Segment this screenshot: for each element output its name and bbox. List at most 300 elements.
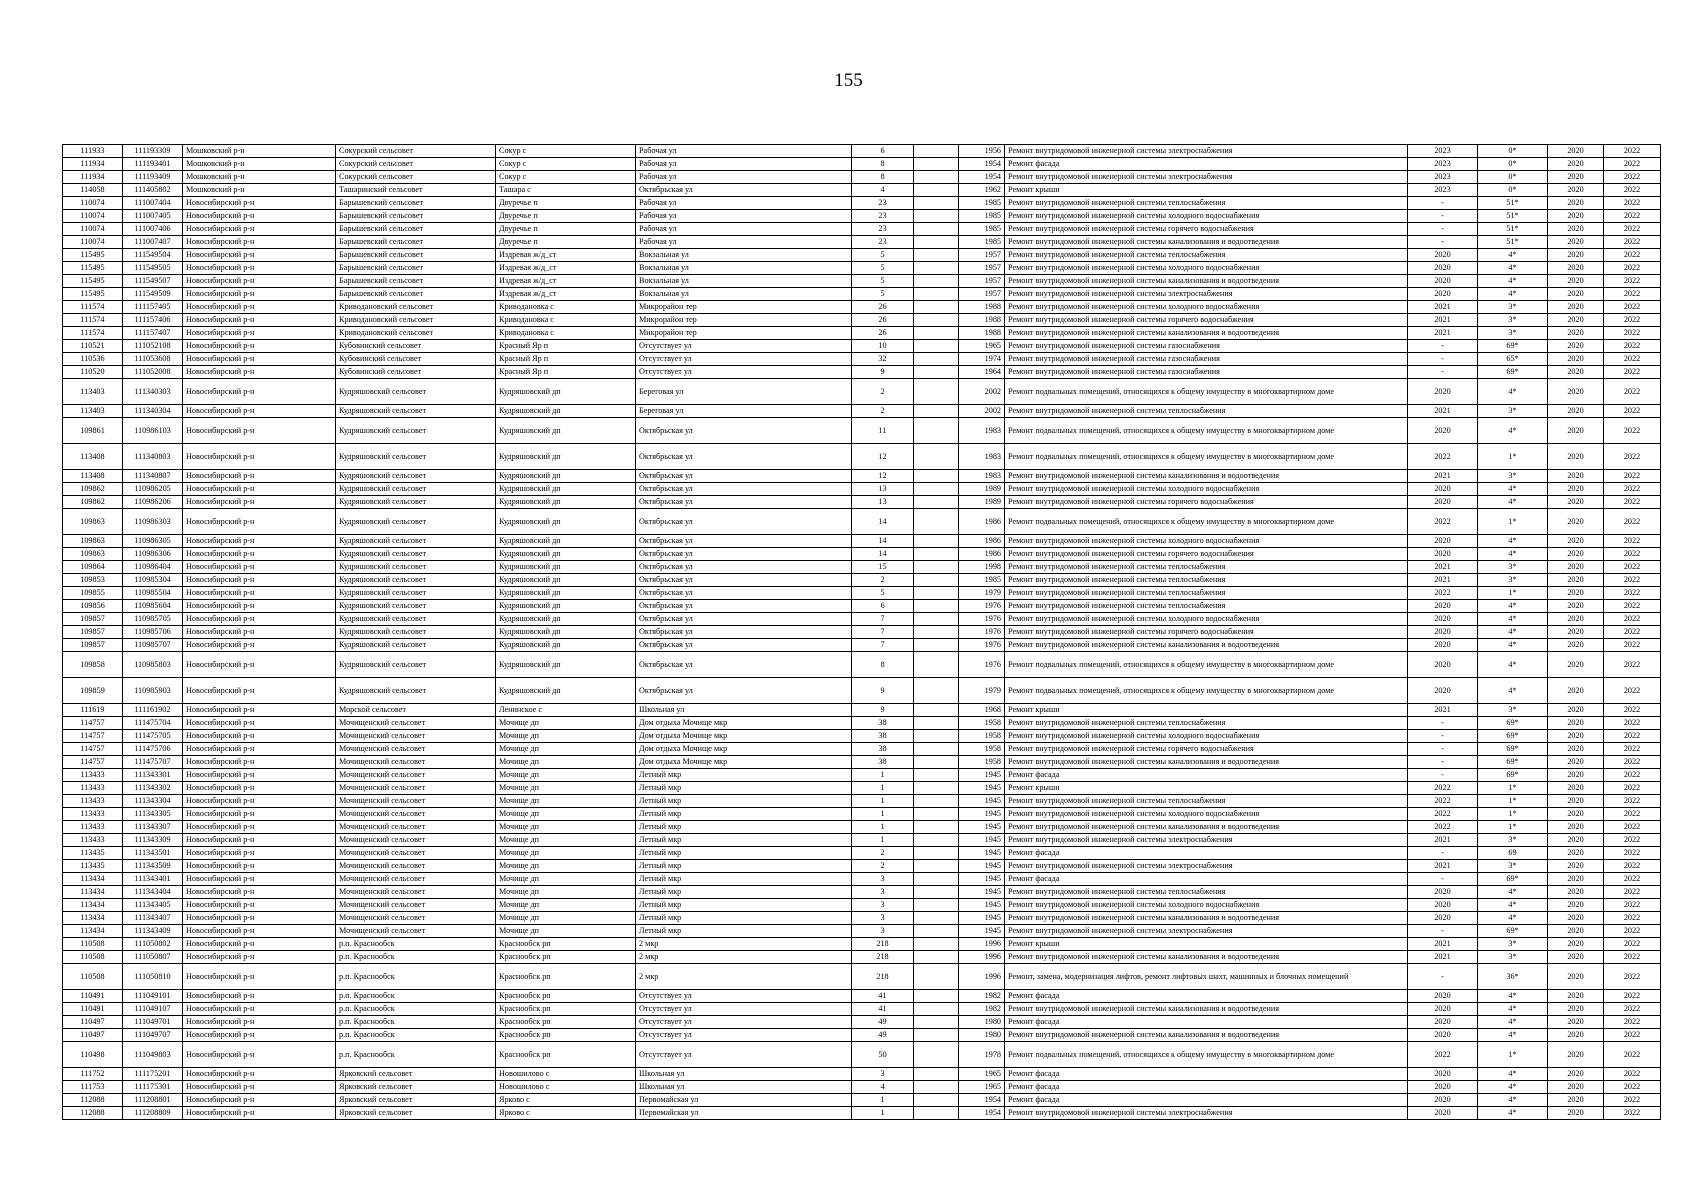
cell-year-built: 1985	[959, 574, 1005, 587]
cell-percent: 69*	[1478, 366, 1548, 379]
cell-district: Новосибирский р-н	[183, 912, 336, 925]
cell-locality: Краснообск рп	[496, 964, 636, 990]
cell-settlement: Кудряшовский сельсовет	[336, 470, 496, 483]
cell-locality: Мочище дп	[496, 769, 636, 782]
cell-period-end: 2022	[1604, 717, 1661, 730]
cell-building	[914, 860, 959, 873]
cell-percent: 51*	[1478, 197, 1548, 210]
cell-percent: 0*	[1478, 184, 1548, 197]
cell-house-id: 115495	[63, 249, 123, 262]
cell-period-start: 2020	[1548, 743, 1604, 756]
cell-house-id: 113434	[63, 886, 123, 899]
cell-work-type: Ремонт фасада	[1005, 1094, 1408, 1107]
cell-percent: 69*	[1478, 756, 1548, 769]
table-row	[63, 366, 1661, 379]
cell-work-type: Ремонт подвальных помещений, относящихся к общему имуществу в многоквартирном доме	[1005, 652, 1408, 678]
cell-street: Микрорайон тер	[636, 327, 852, 340]
cell-district: Мошковский р-н	[183, 171, 336, 184]
cell-building	[914, 197, 959, 210]
cell-work-id: 110985903	[123, 678, 183, 704]
cell-year-built: 1976	[959, 652, 1005, 678]
cell-district: Новосибирский р-н	[183, 678, 336, 704]
cell-settlement: Сокурский сельсовет	[336, 145, 496, 158]
cell-work-id: 110985803	[123, 652, 183, 678]
cell-planned-year: 2020	[1408, 652, 1478, 678]
cell-percent: 4*	[1478, 1107, 1548, 1120]
cell-period-start: 2020	[1548, 951, 1604, 964]
cell-planned-year: 2021	[1408, 951, 1478, 964]
cell-work-type: Ремонт, замена, модернизация лифтов, ремонт лифтовых шахт, машинных и блочных помещений	[1005, 964, 1408, 990]
cell-locality: Ташара с	[496, 184, 636, 197]
cell-locality: Мочище дп	[496, 912, 636, 925]
cell-district: Новосибирский р-н	[183, 730, 336, 743]
cell-percent: 4*	[1478, 288, 1548, 301]
cell-percent: 1*	[1478, 821, 1548, 834]
cell-work-id: 111175301	[123, 1081, 183, 1094]
cell-year-built: 1983	[959, 470, 1005, 483]
cell-street: Октябрьская ул	[636, 574, 852, 587]
cell-period-start: 2020	[1548, 938, 1604, 951]
cell-building	[914, 652, 959, 678]
cell-year-built: 1954	[959, 171, 1005, 184]
cell-district: Новосибирский р-н	[183, 496, 336, 509]
cell-building	[914, 964, 959, 990]
cell-building	[914, 587, 959, 600]
cell-percent: 4*	[1478, 496, 1548, 509]
cell-house-id: 110491	[63, 990, 123, 1003]
cell-percent: 69*	[1478, 769, 1548, 782]
cell-street: Летный мкр	[636, 847, 852, 860]
cell-period-end: 2022	[1604, 171, 1661, 184]
cell-settlement: Кудряшовский сельсовет	[336, 535, 496, 548]
cell-planned-year: -	[1408, 769, 1478, 782]
cell-planned-year: 2020	[1408, 886, 1478, 899]
cell-period-end: 2022	[1604, 964, 1661, 990]
cell-building	[914, 730, 959, 743]
cell-percent: 4*	[1478, 1003, 1548, 1016]
cell-district: Новосибирский р-н	[183, 717, 336, 730]
cell-district: Новосибирский р-н	[183, 834, 336, 847]
cell-planned-year: 2023	[1408, 184, 1478, 197]
cell-year-built: 1982	[959, 1003, 1005, 1016]
cell-district: Новосибирский р-н	[183, 249, 336, 262]
cell-house-id: 111752	[63, 1068, 123, 1081]
cell-district: Мошковский р-н	[183, 145, 336, 158]
cell-work-id: 111049803	[123, 1042, 183, 1068]
cell-district: Новосибирский р-н	[183, 236, 336, 249]
cell-house-number: 11	[852, 418, 914, 444]
cell-street: Летный мкр	[636, 782, 852, 795]
cell-period-start: 2020	[1548, 171, 1604, 184]
table-row	[63, 652, 1661, 678]
cell-house-id: 109857	[63, 626, 123, 639]
cell-house-id: 109855	[63, 587, 123, 600]
cell-house-number: 32	[852, 353, 914, 366]
cell-street: Береговая ул	[636, 405, 852, 418]
cell-work-type: Ремонт внутридомовой инженерной системы холодного водоснабжения	[1005, 210, 1408, 223]
cell-building	[914, 743, 959, 756]
cell-house-id: 109857	[63, 639, 123, 652]
page-number: 155	[834, 70, 863, 91]
cell-settlement: Морской сельсовет	[336, 704, 496, 717]
table-row	[63, 600, 1661, 613]
cell-locality: Красный Яр п	[496, 340, 636, 353]
cell-locality: Издревая ж/д_ст	[496, 262, 636, 275]
cell-period-end: 2022	[1604, 262, 1661, 275]
cell-work-type: Ремонт подвальных помещений, относящихся к общему имуществу в многоквартирном доме	[1005, 379, 1408, 405]
cell-house-number: 12	[852, 470, 914, 483]
cell-work-id: 111343301	[123, 769, 183, 782]
cell-settlement: Сокурский сельсовет	[336, 171, 496, 184]
cell-locality: Ярково с	[496, 1094, 636, 1107]
cell-building	[914, 600, 959, 613]
cell-house-id: 113403	[63, 405, 123, 418]
cell-period-end: 2022	[1604, 613, 1661, 626]
cell-period-start: 2020	[1548, 808, 1604, 821]
cell-street: Рабочая ул	[636, 210, 852, 223]
cell-locality: Мочище дп	[496, 808, 636, 821]
cell-period-start: 2020	[1548, 301, 1604, 314]
cell-work-id: 111475706	[123, 743, 183, 756]
cell-work-type: Ремонт внутридомовой инженерной системы канализования и водоотведения	[1005, 470, 1408, 483]
cell-street: Отсутствует ул	[636, 1016, 852, 1029]
cell-district: Новосибирский р-н	[183, 704, 336, 717]
cell-work-id: 111193401	[123, 158, 183, 171]
cell-locality: Сокур с	[496, 158, 636, 171]
cell-period-end: 2022	[1604, 418, 1661, 444]
cell-planned-year: 2020	[1408, 613, 1478, 626]
cell-percent: 3*	[1478, 301, 1548, 314]
cell-house-id: 110074	[63, 197, 123, 210]
cell-planned-year: -	[1408, 197, 1478, 210]
cell-work-type: Ремонт внутридомовой инженерной системы горячего водоснабжения	[1005, 314, 1408, 327]
cell-building	[914, 145, 959, 158]
cell-district: Новосибирский р-н	[183, 613, 336, 626]
cell-settlement: Ташаринский сельсовет	[336, 184, 496, 197]
cell-district: Новосибирский р-н	[183, 509, 336, 535]
table-row	[63, 483, 1661, 496]
cell-street: Вокзальная ул	[636, 249, 852, 262]
cell-building	[914, 184, 959, 197]
cell-period-end: 2022	[1604, 1042, 1661, 1068]
cell-work-type: Ремонт внутридомовой инженерной системы теплоснабжения	[1005, 405, 1408, 418]
table-row	[63, 808, 1661, 821]
cell-work-id: 111475705	[123, 730, 183, 743]
cell-period-start: 2020	[1548, 899, 1604, 912]
cell-street: Летный мкр	[636, 808, 852, 821]
cell-year-built: 1956	[959, 145, 1005, 158]
cell-settlement: Кудряшовский сельсовет	[336, 509, 496, 535]
cell-work-id: 111052008	[123, 366, 183, 379]
cell-work-id: 111053608	[123, 353, 183, 366]
cell-work-id: 111050807	[123, 951, 183, 964]
cell-district: Новосибирский р-н	[183, 301, 336, 314]
cell-building	[914, 327, 959, 340]
cell-house-number: 2	[852, 847, 914, 860]
cell-period-start: 2020	[1548, 535, 1604, 548]
cell-year-built: 1976	[959, 639, 1005, 652]
cell-period-start: 2020	[1548, 418, 1604, 444]
cell-street: Микрорайон тер	[636, 314, 852, 327]
cell-district: Новосибирский р-н	[183, 574, 336, 587]
cell-house-id: 110074	[63, 223, 123, 236]
cell-settlement: р.п. Краснообск	[336, 990, 496, 1003]
cell-planned-year: 2022	[1408, 509, 1478, 535]
cell-year-built: 1945	[959, 860, 1005, 873]
cell-period-end: 2022	[1604, 873, 1661, 886]
cell-period-end: 2022	[1604, 951, 1661, 964]
cell-house-number: 1	[852, 795, 914, 808]
cell-house-number: 2	[852, 574, 914, 587]
cell-house-id: 109859	[63, 678, 123, 704]
cell-district: Новосибирский р-н	[183, 756, 336, 769]
cell-work-id: 111050810	[123, 964, 183, 990]
table-row	[63, 509, 1661, 535]
cell-house-id: 110498	[63, 1042, 123, 1068]
cell-district: Новосибирский р-н	[183, 925, 336, 938]
cell-locality: Кудряшовский дп	[496, 652, 636, 678]
cell-percent: 3*	[1478, 327, 1548, 340]
table-row	[63, 795, 1661, 808]
cell-planned-year: 2020	[1408, 899, 1478, 912]
cell-house-number: 3	[852, 912, 914, 925]
cell-period-end: 2022	[1604, 769, 1661, 782]
cell-work-type: Ремонт фасада	[1005, 158, 1408, 171]
table-row	[63, 769, 1661, 782]
cell-house-number: 38	[852, 743, 914, 756]
cell-locality: Кудряшовский дп	[496, 418, 636, 444]
cell-street: Октябрьская ул	[636, 470, 852, 483]
cell-year-built: 1989	[959, 483, 1005, 496]
cell-period-end: 2022	[1604, 938, 1661, 951]
cell-planned-year: 2020	[1408, 275, 1478, 288]
cell-house-number: 7	[852, 613, 914, 626]
cell-building	[914, 418, 959, 444]
cell-settlement: Барышевский сельсовет	[336, 223, 496, 236]
cell-planned-year: 2020	[1408, 288, 1478, 301]
cell-house-id: 111574	[63, 327, 123, 340]
table-row	[63, 535, 1661, 548]
cell-building	[914, 340, 959, 353]
cell-percent: 3*	[1478, 314, 1548, 327]
cell-period-end: 2022	[1604, 834, 1661, 847]
cell-work-id: 111343409	[123, 925, 183, 938]
cell-planned-year: 2020	[1408, 639, 1478, 652]
cell-settlement: Мочищенский сельсовет	[336, 717, 496, 730]
cell-planned-year: 2021	[1408, 327, 1478, 340]
cell-period-start: 2020	[1548, 249, 1604, 262]
cell-settlement: Кудряшовский сельсовет	[336, 405, 496, 418]
cell-period-end: 2022	[1604, 1068, 1661, 1081]
cell-work-type: Ремонт внутридомовой инженерной системы теплоснабжения	[1005, 717, 1408, 730]
cell-period-end: 2022	[1604, 899, 1661, 912]
cell-house-number: 38	[852, 730, 914, 743]
cell-building	[914, 1068, 959, 1081]
cell-planned-year: 2020	[1408, 1003, 1478, 1016]
table-row	[63, 639, 1661, 652]
table-row	[63, 340, 1661, 353]
cell-period-end: 2022	[1604, 678, 1661, 704]
cell-house-number: 5	[852, 262, 914, 275]
cell-work-id: 111157407	[123, 327, 183, 340]
cell-building	[914, 847, 959, 860]
cell-period-end: 2022	[1604, 704, 1661, 717]
cell-percent: 51*	[1478, 236, 1548, 249]
cell-house-number: 4	[852, 184, 914, 197]
cell-district: Новосибирский р-н	[183, 561, 336, 574]
cell-settlement: Кудряшовский сельсовет	[336, 483, 496, 496]
cell-work-type: Ремонт подвальных помещений, относящихся к общему имуществу в многоквартирном доме	[1005, 1042, 1408, 1068]
cell-street: Октябрьская ул	[636, 613, 852, 626]
cell-street: Береговая ул	[636, 379, 852, 405]
cell-percent: 1*	[1478, 444, 1548, 470]
cell-locality: Краснообск рп	[496, 951, 636, 964]
cell-period-start: 2020	[1548, 1068, 1604, 1081]
cell-settlement: Кубовинский сельсовет	[336, 353, 496, 366]
cell-settlement: р.п. Краснообск	[336, 1042, 496, 1068]
cell-house-number: 14	[852, 548, 914, 561]
cell-settlement: Кудряшовский сельсовет	[336, 444, 496, 470]
cell-work-id: 111049101	[123, 990, 183, 1003]
cell-street: Рабочая ул	[636, 197, 852, 210]
cell-percent: 4*	[1478, 1016, 1548, 1029]
cell-house-number: 14	[852, 535, 914, 548]
cell-work-type: Ремонт внутридомовой инженерной системы электроснабжения	[1005, 171, 1408, 184]
cell-building	[914, 353, 959, 366]
cell-period-start: 2020	[1548, 782, 1604, 795]
cell-locality: Мочище дп	[496, 717, 636, 730]
cell-percent: 69	[1478, 847, 1548, 860]
cell-period-end: 2022	[1604, 340, 1661, 353]
cell-house-number: 9	[852, 704, 914, 717]
cell-work-id: 111343307	[123, 821, 183, 834]
cell-period-start: 2020	[1548, 860, 1604, 873]
cell-house-id: 110074	[63, 210, 123, 223]
cell-locality: Кудряшовский дп	[496, 470, 636, 483]
cell-planned-year: 2020	[1408, 496, 1478, 509]
table-row	[63, 158, 1661, 171]
cell-period-start: 2020	[1548, 847, 1604, 860]
cell-house-id: 111934	[63, 171, 123, 184]
cell-work-type: Ремонт внутридомовой инженерной системы теплоснабжения	[1005, 587, 1408, 600]
cell-district: Новосибирский р-н	[183, 639, 336, 652]
cell-house-id: 115495	[63, 288, 123, 301]
cell-settlement: Барышевский сельсовет	[336, 236, 496, 249]
cell-district: Новосибирский р-н	[183, 1068, 336, 1081]
cell-house-id: 110520	[63, 366, 123, 379]
cell-period-start: 2020	[1548, 548, 1604, 561]
cell-year-built: 1945	[959, 925, 1005, 938]
table-row	[63, 899, 1661, 912]
cell-house-number: 41	[852, 1003, 914, 1016]
cell-house-id: 113433	[63, 782, 123, 795]
cell-year-built: 1996	[959, 964, 1005, 990]
cell-period-end: 2022	[1604, 314, 1661, 327]
cell-year-built: 1957	[959, 249, 1005, 262]
table-row	[63, 314, 1661, 327]
cell-building	[914, 444, 959, 470]
cell-percent: 3*	[1478, 704, 1548, 717]
cell-work-id: 110986303	[123, 509, 183, 535]
cell-percent: 3*	[1478, 405, 1548, 418]
cell-settlement: Кубовинский сельсовет	[336, 340, 496, 353]
cell-house-number: 5	[852, 249, 914, 262]
table-row	[63, 587, 1661, 600]
cell-period-start: 2020	[1548, 223, 1604, 236]
cell-period-start: 2020	[1548, 470, 1604, 483]
cell-building	[914, 808, 959, 821]
cell-building	[914, 899, 959, 912]
cell-settlement: Кудряшовский сельсовет	[336, 496, 496, 509]
cell-street: Летный мкр	[636, 769, 852, 782]
cell-house-number: 49	[852, 1016, 914, 1029]
cell-building	[914, 509, 959, 535]
cell-street: Дом отдыха Мочище мкр	[636, 730, 852, 743]
cell-work-type: Ремонт подвальных помещений, относящихся к общему имуществу в многоквартирном доме	[1005, 509, 1408, 535]
cell-locality: Двуречье п	[496, 197, 636, 210]
cell-period-start: 2020	[1548, 626, 1604, 639]
cell-year-built: 2002	[959, 379, 1005, 405]
cell-period-end: 2022	[1604, 301, 1661, 314]
cell-house-id: 110497	[63, 1029, 123, 1042]
cell-district: Новосибирский р-н	[183, 210, 336, 223]
table-row	[63, 678, 1661, 704]
cell-building	[914, 262, 959, 275]
cell-work-id: 111549505	[123, 262, 183, 275]
cell-settlement: Барышевский сельсовет	[336, 249, 496, 262]
cell-year-built: 1958	[959, 730, 1005, 743]
cell-planned-year: 2022	[1408, 444, 1478, 470]
cell-percent: 4*	[1478, 678, 1548, 704]
cell-period-start: 2020	[1548, 795, 1604, 808]
cell-house-id: 109863	[63, 509, 123, 535]
cell-district: Новосибирский р-н	[183, 275, 336, 288]
cell-house-number: 8	[852, 158, 914, 171]
cell-planned-year: 2021	[1408, 860, 1478, 873]
cell-percent: 3*	[1478, 470, 1548, 483]
cell-year-built: 1980	[959, 1029, 1005, 1042]
cell-year-built: 1965	[959, 1081, 1005, 1094]
table-row	[63, 821, 1661, 834]
table-row	[63, 1003, 1661, 1016]
cell-year-built: 1974	[959, 353, 1005, 366]
cell-locality: Мочище дп	[496, 730, 636, 743]
cell-house-number: 10	[852, 340, 914, 353]
cell-period-end: 2022	[1604, 1094, 1661, 1107]
cell-street: Отсутствует ул	[636, 353, 852, 366]
cell-house-number: 1	[852, 834, 914, 847]
cell-percent: 3*	[1478, 561, 1548, 574]
cell-period-end: 2022	[1604, 925, 1661, 938]
cell-street: Октябрьская ул	[636, 548, 852, 561]
cell-work-type: Ремонт крыши	[1005, 184, 1408, 197]
cell-work-id: 111193409	[123, 171, 183, 184]
cell-building	[914, 379, 959, 405]
table-row	[63, 353, 1661, 366]
cell-house-number: 49	[852, 1029, 914, 1042]
cell-percent: 1*	[1478, 795, 1548, 808]
cell-work-id: 111340304	[123, 405, 183, 418]
cell-percent: 4*	[1478, 1068, 1548, 1081]
cell-period-start: 2020	[1548, 483, 1604, 496]
cell-work-id: 111549509	[123, 288, 183, 301]
cell-settlement: Мочищенский сельсовет	[336, 899, 496, 912]
cell-house-number: 5	[852, 288, 914, 301]
cell-year-built: 2002	[959, 405, 1005, 418]
cell-percent: 3*	[1478, 938, 1548, 951]
cell-building	[914, 1094, 959, 1107]
cell-period-end: 2022	[1604, 808, 1661, 821]
